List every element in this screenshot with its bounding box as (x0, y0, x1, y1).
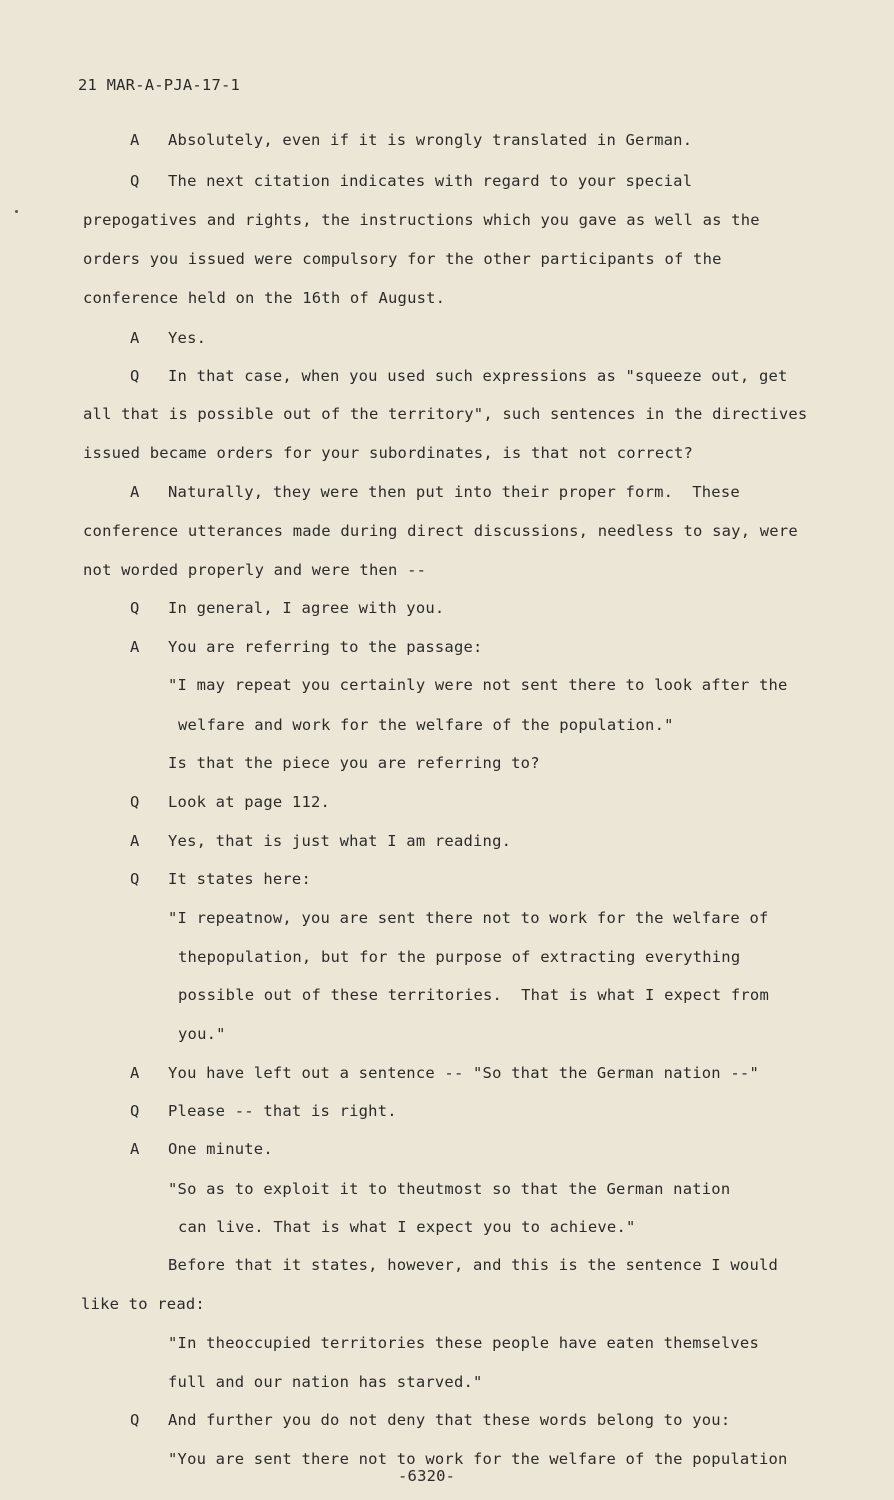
transcript-line: not worded properly and were then -- (83, 561, 427, 579)
speaker-label: Q (130, 793, 140, 811)
transcript-line: "You are sent there not to work for the welfare of the population (168, 1450, 788, 1468)
speaker-label: A (130, 483, 140, 501)
page-header: 21 MAR-A-PJA-17-1 (78, 76, 241, 94)
transcript-line: can live. That is what I expect you to achieve." (178, 1218, 636, 1236)
transcript-line: Is that the piece you are referring to? (168, 754, 540, 772)
transcript-line: In general, I agree with you. (168, 599, 445, 617)
transcript-line: like to read: (81, 1295, 205, 1313)
transcript-line: Yes, that is just what I am reading. (168, 832, 512, 850)
speaker-label: A (130, 1140, 140, 1158)
transcript-line: you." (178, 1025, 226, 1043)
transcript-line: issued became orders for your subordinates, is that not correct? (83, 444, 694, 462)
speaker-label: A (130, 329, 140, 347)
transcript-line: And further you do not deny that these words belong to you: (168, 1411, 731, 1429)
transcript-line: full and our nation has starved." (168, 1373, 483, 1391)
speaker-label: Q (130, 870, 140, 888)
speaker-label: A (130, 638, 140, 656)
transcript-line: In that case, when you used such expressions as "squeeze out, get (168, 367, 788, 385)
transcript-line: Please -- that is right. (168, 1102, 397, 1120)
speaker-label: A (130, 832, 140, 850)
transcript-line: orders you issued were compulsory for the other participants of the (83, 250, 722, 268)
transcript-line: Before that it states, however, and this is the sentence I would (168, 1256, 779, 1274)
transcript-line: prepogatives and rights, the instructions which you gave as well as the (83, 211, 760, 229)
transcript-line: Absolutely, even if it is wrongly translated in German. (168, 131, 693, 149)
speaker-label: Q (130, 599, 140, 617)
speaker-label: Q (130, 1411, 140, 1429)
transcript-line: The next citation indicates with regard to your special (168, 172, 693, 190)
speaker-label: Q (130, 172, 140, 190)
transcript-line: conference utterances made during direct discussions, needless to say, were (83, 522, 798, 540)
transcript-line: thepopulation, but for the purpose of extracting everything (178, 948, 741, 966)
stray-ink-mark (15, 210, 18, 213)
transcript-line: You are referring to the passage: (168, 638, 483, 656)
transcript-line: "In theoccupied territories these people have eaten themselves (168, 1334, 759, 1352)
transcript-line: Yes. (168, 329, 207, 347)
transcript-line: welfare and work for the welfare of the population." (178, 716, 674, 734)
transcript-line: possible out of these territories. That is what I expect from (178, 986, 769, 1004)
transcript-line: It states here: (168, 870, 311, 888)
transcript-line: "I repeatnow, you are sent there not to work for the welfare of (168, 909, 769, 927)
transcript-line: You have left out a sentence -- "So that the German nation --" (168, 1064, 759, 1082)
transcript-line: Naturally, they were then put into their proper form. These (168, 483, 740, 501)
transcript-line: "So as to exploit it to theutmost so that the German nation (168, 1180, 731, 1198)
transcript-line: conference held on the 16th of August. (83, 289, 446, 307)
speaker-label: Q (130, 367, 140, 385)
speaker-label: Q (130, 1102, 140, 1120)
transcript-line: "I may repeat you certainly were not sent there to look after the (168, 676, 788, 694)
transcript-line: Look at page 112. (168, 793, 331, 811)
transcript-line: all that is possible out of the territory", such sentences in the directives (83, 405, 808, 423)
speaker-label: A (130, 131, 140, 149)
page-number: -6320- (398, 1467, 456, 1485)
transcript-line: One minute. (168, 1140, 273, 1158)
speaker-label: A (130, 1064, 140, 1082)
